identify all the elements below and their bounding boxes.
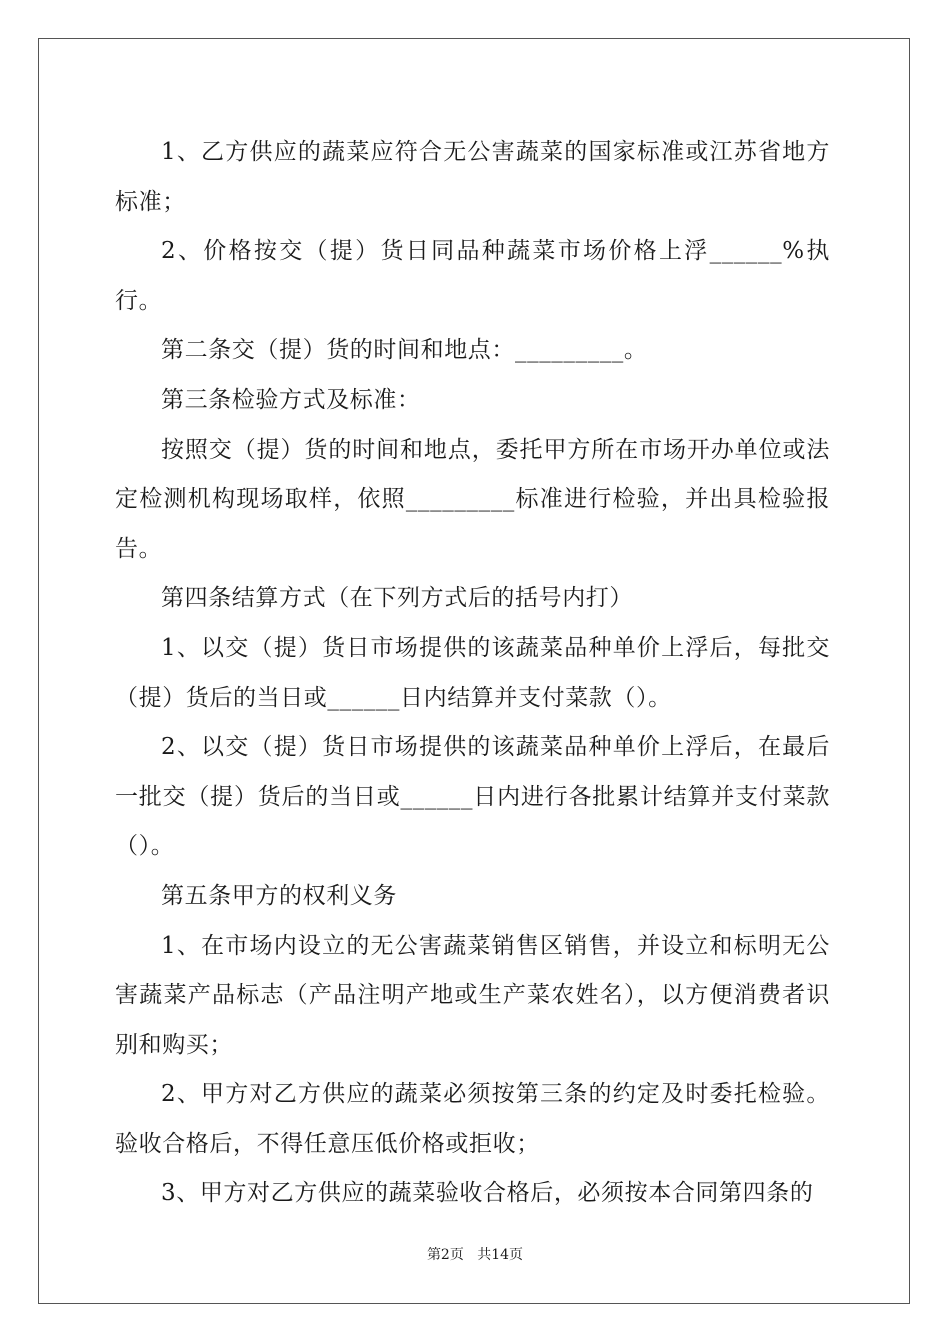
paragraph-duty-2: 2、甲方对乙方供应的蔬菜必须按第三条的约定及时委托检验。验收合格后，不得任意压低价格或拒收；: [115, 1081, 830, 1157]
paragraph-duty-1: 1、在市场内设立的无公害蔬菜销售区销售，并设立和标明无公害蔬菜产品标志（产品注明产地或生产菜农姓名），以方便消费者识别和购买；: [115, 932, 830, 1058]
paragraph-article-5: 第五条甲方的权利义务: [161, 882, 397, 909]
paragraph-settlement-2: 2、以交（提）货日市场提供的该蔬菜品种单价上浮后，在最后一批交（提）货后的当日或______日内进行各批累计结算并支付菜款（）。: [115, 734, 830, 860]
paragraph-article-2: 第二条交（提）货的时间和地点：_________。: [161, 337, 648, 364]
paragraph-inspection: 按照交（提）货的时间和地点，委托甲方所在市场开办单位或法定检测机构现场取样，依照_________标准进行检验，并出具检验报告。: [115, 436, 830, 562]
page-footer: [0, 1244, 950, 1264]
paragraph-standard: 1、乙方供应的蔬菜应符合无公害蔬菜的国家标准或江苏省地方标准；: [115, 139, 830, 215]
paragraph-duty-3: 3、甲方对乙方供应的蔬菜验收合格后，必须按本合同第四条的: [161, 1180, 814, 1207]
document-body: [115, 128, 830, 1219]
page-number: 第2页: [426, 1247, 464, 1263]
paragraph-settlement-1: 1、以交（提）货日市场提供的该蔬菜品种单价上浮后，每批交（提）货后的当日或______日内结算并支付菜款（）。: [115, 634, 830, 711]
paragraph-article-3: 第三条检验方式及标准：: [161, 386, 421, 413]
paragraph-article-4: 第四条结算方式（在下列方式后的括号内打）: [161, 585, 633, 612]
paragraph-price: 2、价格按交（提）货日同品种蔬菜市场价格上浮______%执行。: [115, 238, 830, 314]
page-total: 共14页: [477, 1247, 524, 1263]
